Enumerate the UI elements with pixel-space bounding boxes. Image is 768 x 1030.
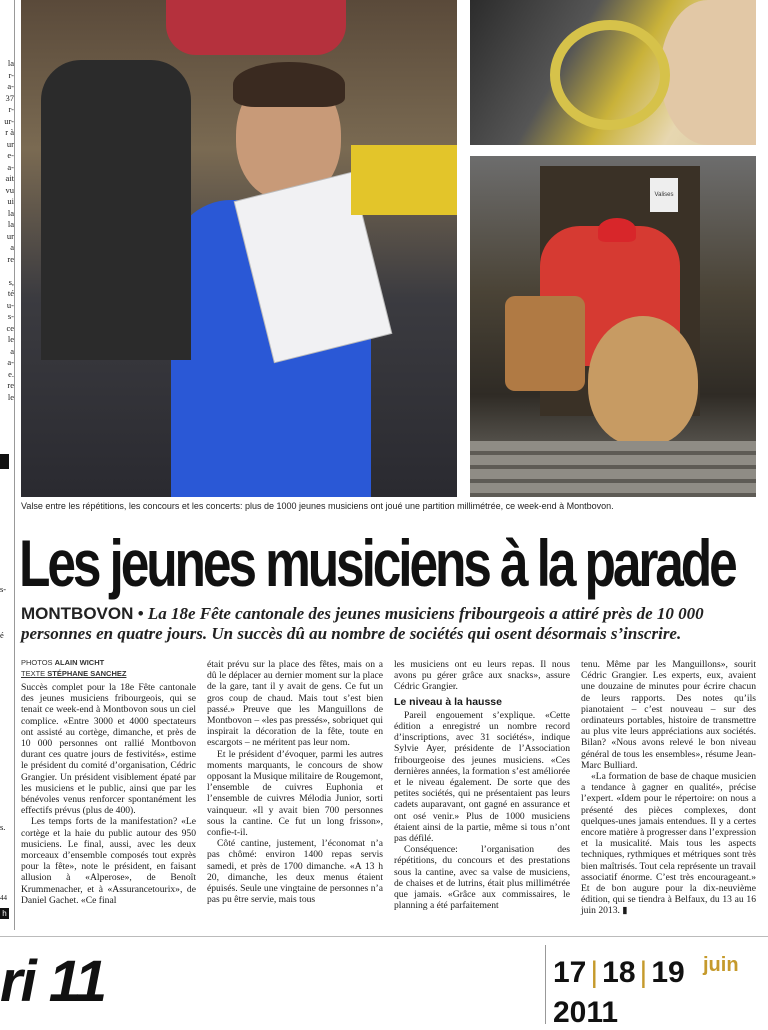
article-column-1 [21,682,196,906]
prev-column-line: re [7,253,14,264]
lead-paragraph [21,604,756,644]
article-column-2 [207,659,383,905]
photo-figure-hair [233,62,345,107]
article-column-4 [581,659,756,917]
prev-column-line: la [7,58,14,68]
text-credit-label: TEXTE [21,669,46,678]
photo-musician-face [660,0,756,145]
article-paragraph: Pareil engouement s’explique. «Cette édition a enregistré un nombre record d’inscriptions, avec 31 sociétés», indique Sylvie Ayer, présidente de l’Association fribourgeoise des jeunes musiciens. «Ces dernières années, la formation s’est améliorée et le niveau également. De sorte que des petites sociétés, qui ne présentaient pas leurs cadets auparavant, ont gagné en assurance et ont osé venir.» Plus de 1000 musiciens étaient ainsi de la partie, même si tous n’ont pas défilé. [394,709,570,845]
prev-column-line: s- [7,311,14,321]
date-day-2: 18 [602,956,636,989]
prev-column-line: a- [7,357,14,367]
column-divider [14,0,15,930]
lead-text: La 18e Fête cantonale des jeunes musiciens fribourgeois a attiré près de 10 000 personnes en quatre jours. Un succès dû au nombre de sociétés qui osent désormais s’inscrire. [21,604,704,643]
prev-column-line: ce [6,322,14,333]
article-paragraph: Succès complet pour la 18e Fête cantonale des jeunes musiciens fribourgeois, qui se tenait ce week-end à Montbovon sous un ciel complice. «Entre 3000 et 4000 spectateurs ont assisté au cortège, dimanche, et près de 10 000 personnes ont rallié Montbovon durant ces quatre jours de festivités», estime le président du comité d’organisation, Cédric Grangier. Un président visiblement épaté par les musiciens et le public, ainsi que par les bénévoles venus renforcer spontanément les effectifs prévus (plus de 400). [21,682,196,817]
photo-bag-left [505,296,585,391]
prev-column-line: re [7,380,14,390]
prev-fragment-b: é [0,630,4,640]
photo-red-bag [166,0,346,55]
article-paragraph: les musiciens ont eu leurs repas. Il nous avons pu gérer grâce aux snacks», assure Cédric Grangier. [394,659,570,693]
event-dates [553,956,685,990]
prev-fragment-d: 44 [0,894,7,902]
article-column-3 [394,659,570,911]
photo-brass-instrument [550,20,670,130]
prev-column-line: a- [7,81,14,91]
prev-column-line: ur- [4,115,14,126]
date-day-3: 19 [651,956,685,989]
subheading: Le niveau à la hausse [394,695,502,708]
prev-column-line: té [7,288,14,298]
article-paragraph: Côté cantine, justement, l’économat n’a pas chômé: environ 1400 repas servis samedi, et près de 1700 dimanche. «A 13 h 20, dimanche, les deux menus étaient épuisés. Seule une vingtaine de personnes n’a pas pu être servie, mais tous [207,838,383,906]
prev-column-line: e. [8,368,14,379]
photo-red-cap [598,218,636,242]
article-paragraph: était prévu sur la place des fêtes, mais on a dû le déplacer au dernier moment sur la place de la gare, tant il y avait de gens. Ce fut un gros coup de chaud. Mais tout s’est bien passé.» Preuve que les Manguillons de Montbovon – «les pas pressés», sobriquet qui inspirait la décoration de la fête, toute en escargots – ne méritent pas leur nom. [207,659,383,749]
article-paragraph: «La formation de base de chaque musicien a tendance à gagner en qualité», précise l’expert. «Idem pour le répertoire: on nous a présenté des pièces complexes, dont quelques-unes jamais entendues. Il y a certes encore matière à progresser dans l’expression et la musicalité. Mais tous les aspects techniques, rythmiques et métriques sont très bien maîtrisés. Tout cela représente un travail associatif énorme. C’est très encourageant.» Et de bon augure pour la dix-neuvième édition, qui se tiendra à Belfaux, du 13 au 16 juin 2013. ▮ [581,771,757,917]
date-separator: | [639,956,648,989]
prev-column-line: r- [8,104,14,114]
prev-fragment-e: h [0,908,9,919]
prev-column-line: e- [7,150,14,160]
article-paragraph: tenu. Même par les Manguillons», sourit Cédric Grangier. Les experts, eux, avaient une douzaine de minutes pour écrire chacun de leurs rapports. Des notes qu’ils pianotaient – c’est nouveau – sur des ordinateurs portables, histoire de transmettre au plus vite leurs appréciations aux sociétés. Bilan? «Nous avons relevé le bon niveau général de tous les ensembles», résume Jean-Marc Bulliard. [581,659,756,771]
prev-column-line: a [10,345,14,356]
prev-column-line: la [7,207,14,218]
photo-caption: Valse entre les répétitions, les concours et les concerts: plus de 1000 jeunes musiciens ont joué une partition millimétrée, ce week-end à Montbovon. [21,501,614,511]
photo-yellow-stand [351,145,457,215]
prev-column-line: 37 [5,92,14,103]
prev-fragment-c: s. [0,822,6,832]
prev-column-line: ait [5,173,14,183]
prev-column-line: vu [5,184,14,195]
event-year: 2011 [553,996,619,1029]
text-credit-name: STÉPHANE SANCHEZ [47,669,127,678]
prev-black-marker [0,454,9,469]
article-paragraph: Conséquence: l’organisation des répétitions, du concours et des prestations sous la cantine, avec sa valse de musiciens, de chaises et de lutrins, était plus millimétrée que jamais. «Grâce aux commissaires, le planning a été parfaitement [394,844,570,912]
bottom-banner-text: ri 11 [0,949,106,1014]
photo-stairs [470,441,756,497]
photo-background-figure [41,60,191,360]
bottom-band-rule [0,936,768,937]
brass-photo [470,0,756,145]
date-day-1: 17 [553,956,587,989]
prev-column-line: a [10,242,14,252]
photos-credit-label: PHOTOS [21,658,53,667]
byline [21,658,201,680]
prev-column-line: le [7,391,14,402]
lead-place: MONTBOVON [21,604,134,623]
lead-bullet: • [137,604,144,623]
article-paragraph: Les temps forts de la manifestation? «Le cortège et la haie du public autour des 950 musiciens. Le final, aussi, avec les deux morceaux d’ensemble composés tout exprès pour la fête», note le président, en faisant allusion à «Alperose», de Benoît Krummenacher, et à «Assurancetourix», de Daniel Gachet. «Ce final [21,816,196,906]
prev-column-line: ur [6,138,14,149]
article-paragraph: Et le président d’évoquer, parmi les autres moments marquants, le concours de show opposant la Musique militaire de Rougemont, l’ensemble de cuivres Euphonia et l’ensemble de cuivres Mélodia Junior, sorti vainqueur. «Il y avait bien 700 personnes sous la cantine. Ce fut un long frisson», confie-t-il. [207,748,383,839]
photos-credit-name: ALAIN WICHT [54,658,105,667]
date-separator: | [590,956,599,989]
prev-column-line: ui [7,196,14,206]
prev-column-line: le [7,334,14,344]
prev-column-line: s, [8,276,14,287]
prev-column-line: a- [7,161,14,172]
bottom-band-divider [545,945,546,1024]
prev-column-line: r- [8,69,14,80]
prev-column-line: u- [6,299,14,310]
headline: Les jeunes musiciens à la parade [19,526,735,600]
cellar-photo [470,156,756,497]
prev-column-line: r à [5,127,14,137]
prev-column-line: la [7,219,14,229]
prev-column-line: ur [6,230,14,241]
photo-door-sign: Valises [650,178,678,212]
main-photo [21,0,457,497]
event-month: juin [703,954,739,976]
prev-fragment-a: s- [0,584,7,594]
photo-bag-right [588,316,698,446]
